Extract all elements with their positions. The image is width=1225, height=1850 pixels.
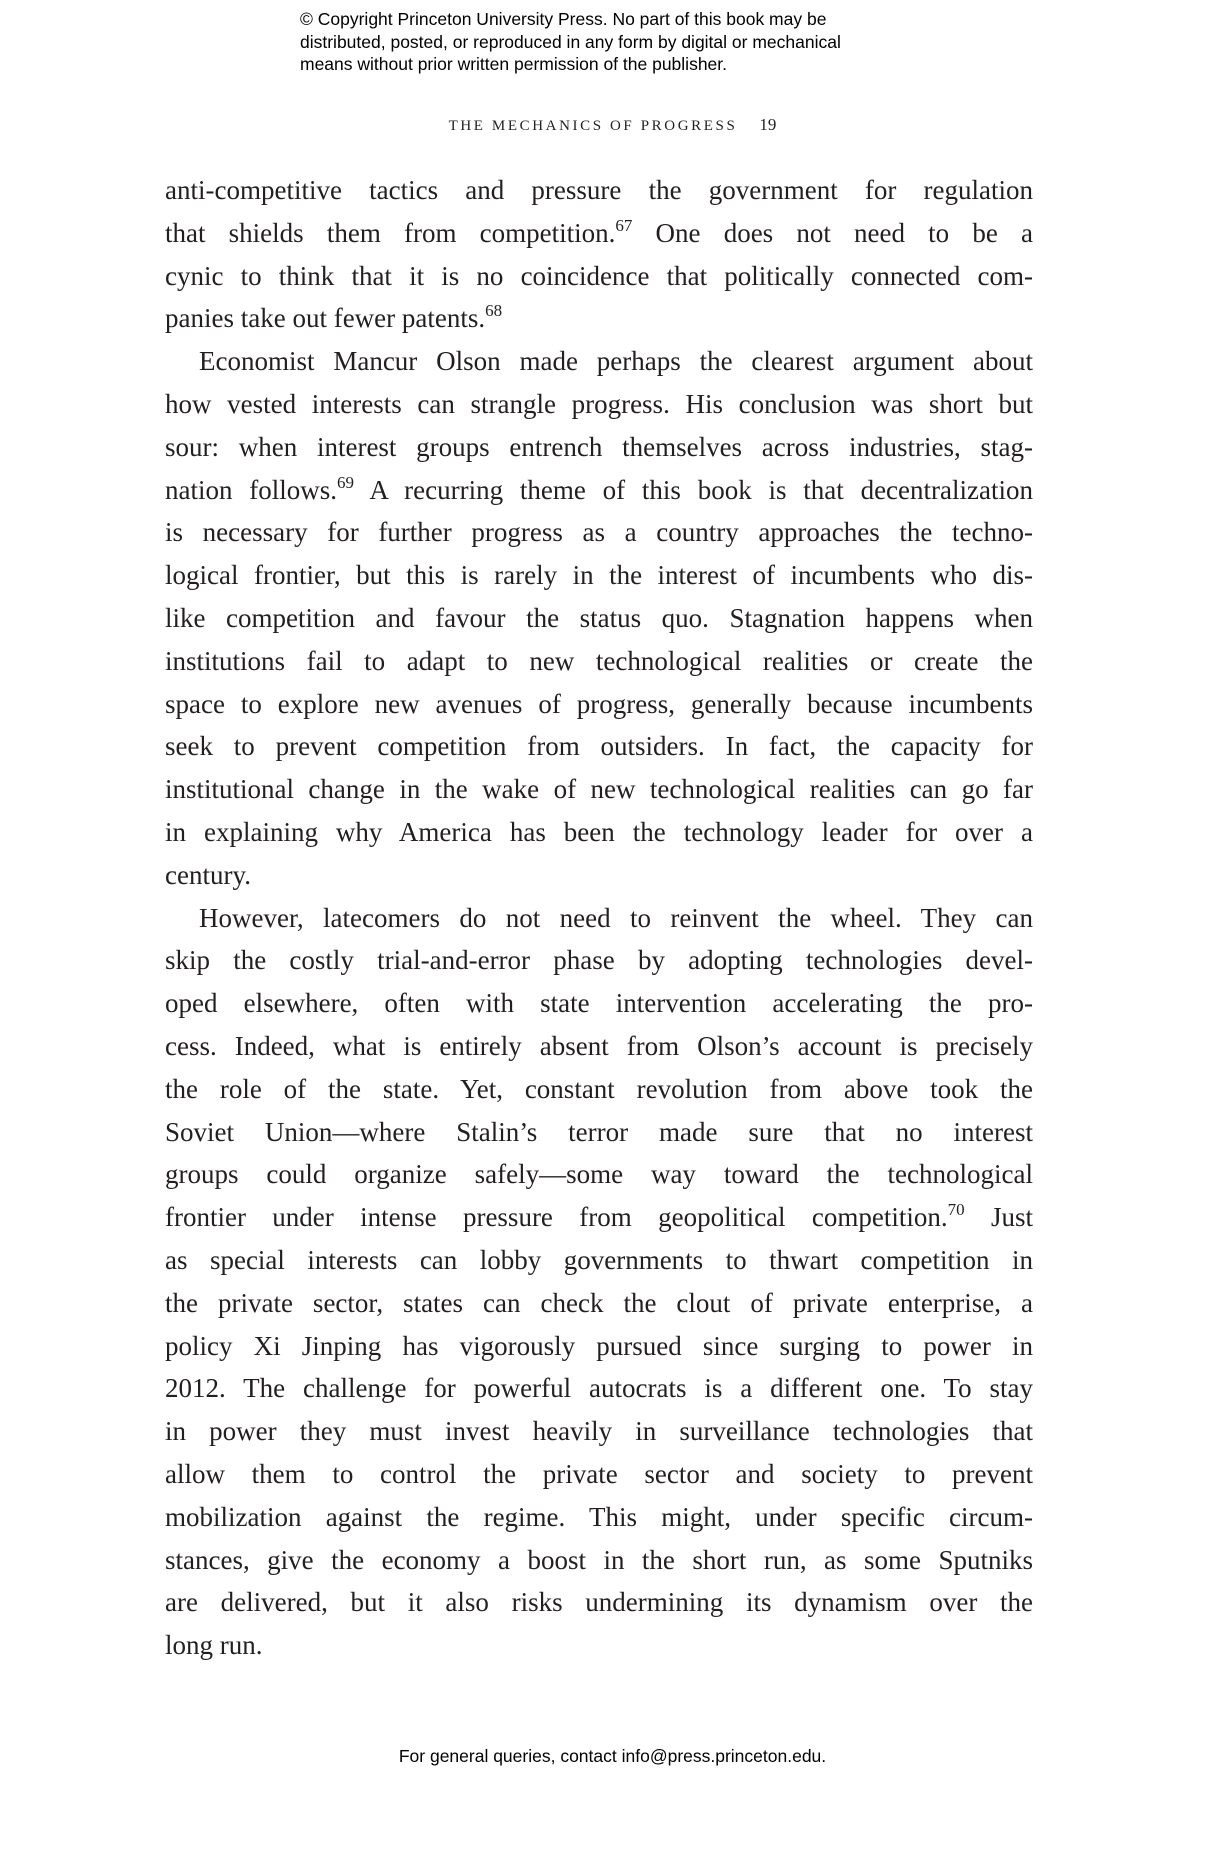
copyright-line: distributed, posted, or reproduced in any form by digital or mechanical — [300, 31, 841, 52]
line-text: panies take out fewer patents. — [165, 303, 486, 334]
text-line — [165, 725, 1033, 768]
text-line — [165, 1282, 1033, 1325]
line-text-continued: Just — [964, 1202, 1033, 1233]
line-text: anti-competitive tactics and pressure the government for regulation — [165, 175, 1033, 205]
text-line — [165, 340, 1033, 383]
paragraph — [165, 897, 1033, 1667]
text-line — [165, 297, 1033, 340]
text-line — [165, 383, 1033, 426]
text-line — [165, 1410, 1033, 1453]
line-text: allow them to control the private sector and society to prevent — [165, 1458, 1033, 1489]
text-line — [165, 683, 1033, 726]
line-text: stances, give the economy a boost in the short run, as some Sputniks — [165, 1544, 1033, 1575]
text-line — [165, 1325, 1033, 1368]
text-line — [165, 768, 1033, 811]
paragraph — [165, 169, 1033, 340]
copyright-line: © Copyright Princeton University Press. No part of this book may be — [300, 9, 827, 29]
copyright-line: means without prior written permission of the publisher. — [300, 54, 728, 74]
text-line — [165, 1496, 1033, 1539]
line-text: policy Xi Jinping has vigorously pursued since surging to power in — [165, 1330, 1033, 1361]
text-line — [165, 212, 1033, 255]
text-line — [165, 1153, 1033, 1196]
line-text: long run. — [165, 1630, 263, 1661]
line-text: cess. Indeed, what is entirely absent from Olson’s account is precisely — [165, 1030, 1033, 1061]
line-text: frontier under intense pressure from geopolitical competition. — [165, 1202, 948, 1233]
line-text: that shields them from competition. — [165, 217, 616, 248]
line-text: cynic to think that it is no coincidence that politically connected com- — [165, 260, 1033, 291]
text-line — [165, 554, 1033, 597]
line-text: how vested interests can strangle progress. His conclusion was short but — [165, 388, 1033, 419]
body-text — [165, 169, 1033, 1667]
line-text: are delivered, but it also risks undermining its dynamism over the — [165, 1587, 1033, 1618]
line-text: in explaining why America has been the technology leader for over a — [165, 816, 1033, 847]
text-line — [165, 939, 1033, 982]
line-text: the private sector, states can check the clout of private enterprise, a — [165, 1287, 1033, 1318]
line-text: century. — [165, 859, 251, 890]
footnote-marker: 69 — [337, 472, 355, 492]
text-line — [165, 897, 1033, 940]
text-line — [165, 640, 1033, 683]
line-text: groups could organize safely—some way toward the technological — [165, 1159, 1033, 1190]
line-text: Soviet Union—where Stalin’s terror made sure that no interest — [165, 1116, 1033, 1147]
text-line — [165, 1196, 1033, 1239]
text-line — [165, 1581, 1033, 1624]
line-text: institutional change in the wake of new technological realities can go far — [165, 774, 1033, 805]
text-line — [165, 854, 1033, 897]
line-text: seek to prevent competition from outsiders. In fact, the capacity for — [165, 731, 1033, 762]
line-text: is necessary for further progress as a country approaches the techno- — [165, 517, 1033, 548]
line-text: like competition and favour the status quo. Stagnation happens when — [165, 602, 1033, 633]
line-text: Economist Mancur Olson made perhaps the clearest argument about — [199, 346, 1033, 377]
text-line — [165, 255, 1033, 298]
line-text: nation follows. — [165, 474, 338, 505]
line-text-continued: A recurring theme of this book is that decentralization — [354, 474, 1033, 505]
line-text: logical frontier, but this is rarely in the interest of incumbents who dis- — [165, 560, 1033, 591]
line-text: skip the costly trial-and-error phase by adopting technologies devel- — [165, 945, 1033, 976]
footnote-marker: 68 — [485, 301, 503, 321]
running-head — [0, 115, 1225, 135]
page-number: 19 — [759, 115, 777, 134]
text-line — [165, 426, 1033, 469]
line-text: sour: when interest groups entrench themselves across industries, stag- — [165, 431, 1033, 462]
text-line — [165, 469, 1033, 512]
text-line — [165, 982, 1033, 1025]
line-text: oped elsewhere, often with state intervention accelerating the pro- — [165, 988, 1033, 1019]
footer-contact: For general queries, contact info@press.princeton.edu. — [398, 1746, 827, 1766]
line-text: space to explore new avenues of progress, generally because incumbents — [165, 688, 1033, 719]
paragraph — [165, 340, 1033, 896]
text-line — [165, 1367, 1033, 1410]
running-head-title: THE MECHANICS OF PROGRESS — [448, 118, 738, 134]
copyright-notice — [300, 8, 841, 76]
line-text: mobilization against the regime. This might, under specific circum- — [165, 1501, 1033, 1532]
line-text-continued: One does not need to be a — [632, 217, 1033, 248]
text-line — [165, 1068, 1033, 1111]
line-text: in power they must invest heavily in surveillance technologies that — [165, 1416, 1033, 1447]
text-line — [165, 1453, 1033, 1496]
line-text: the role of the state. Yet, constant revolution from above took the — [165, 1073, 1033, 1104]
footnote-marker: 67 — [615, 215, 633, 235]
line-text: However, latecomers do not need to reinvent the wheel. They can — [199, 902, 1033, 933]
text-line — [165, 811, 1033, 854]
text-line — [165, 1539, 1033, 1582]
line-text: institutions fail to adapt to new technological realities or create the — [165, 645, 1033, 676]
text-line — [165, 169, 1033, 212]
line-text: as special interests can lobby governments to thwart competition in — [165, 1244, 1033, 1275]
text-line — [165, 597, 1033, 640]
text-line — [165, 1025, 1033, 1068]
text-line — [165, 1111, 1033, 1154]
line-text: 2012. The challenge for powerful autocrats is a different one. To stay — [165, 1373, 1033, 1404]
text-line — [165, 1624, 1033, 1667]
text-line — [165, 1239, 1033, 1282]
text-line — [165, 511, 1033, 554]
footnote-marker: 70 — [947, 1200, 965, 1220]
